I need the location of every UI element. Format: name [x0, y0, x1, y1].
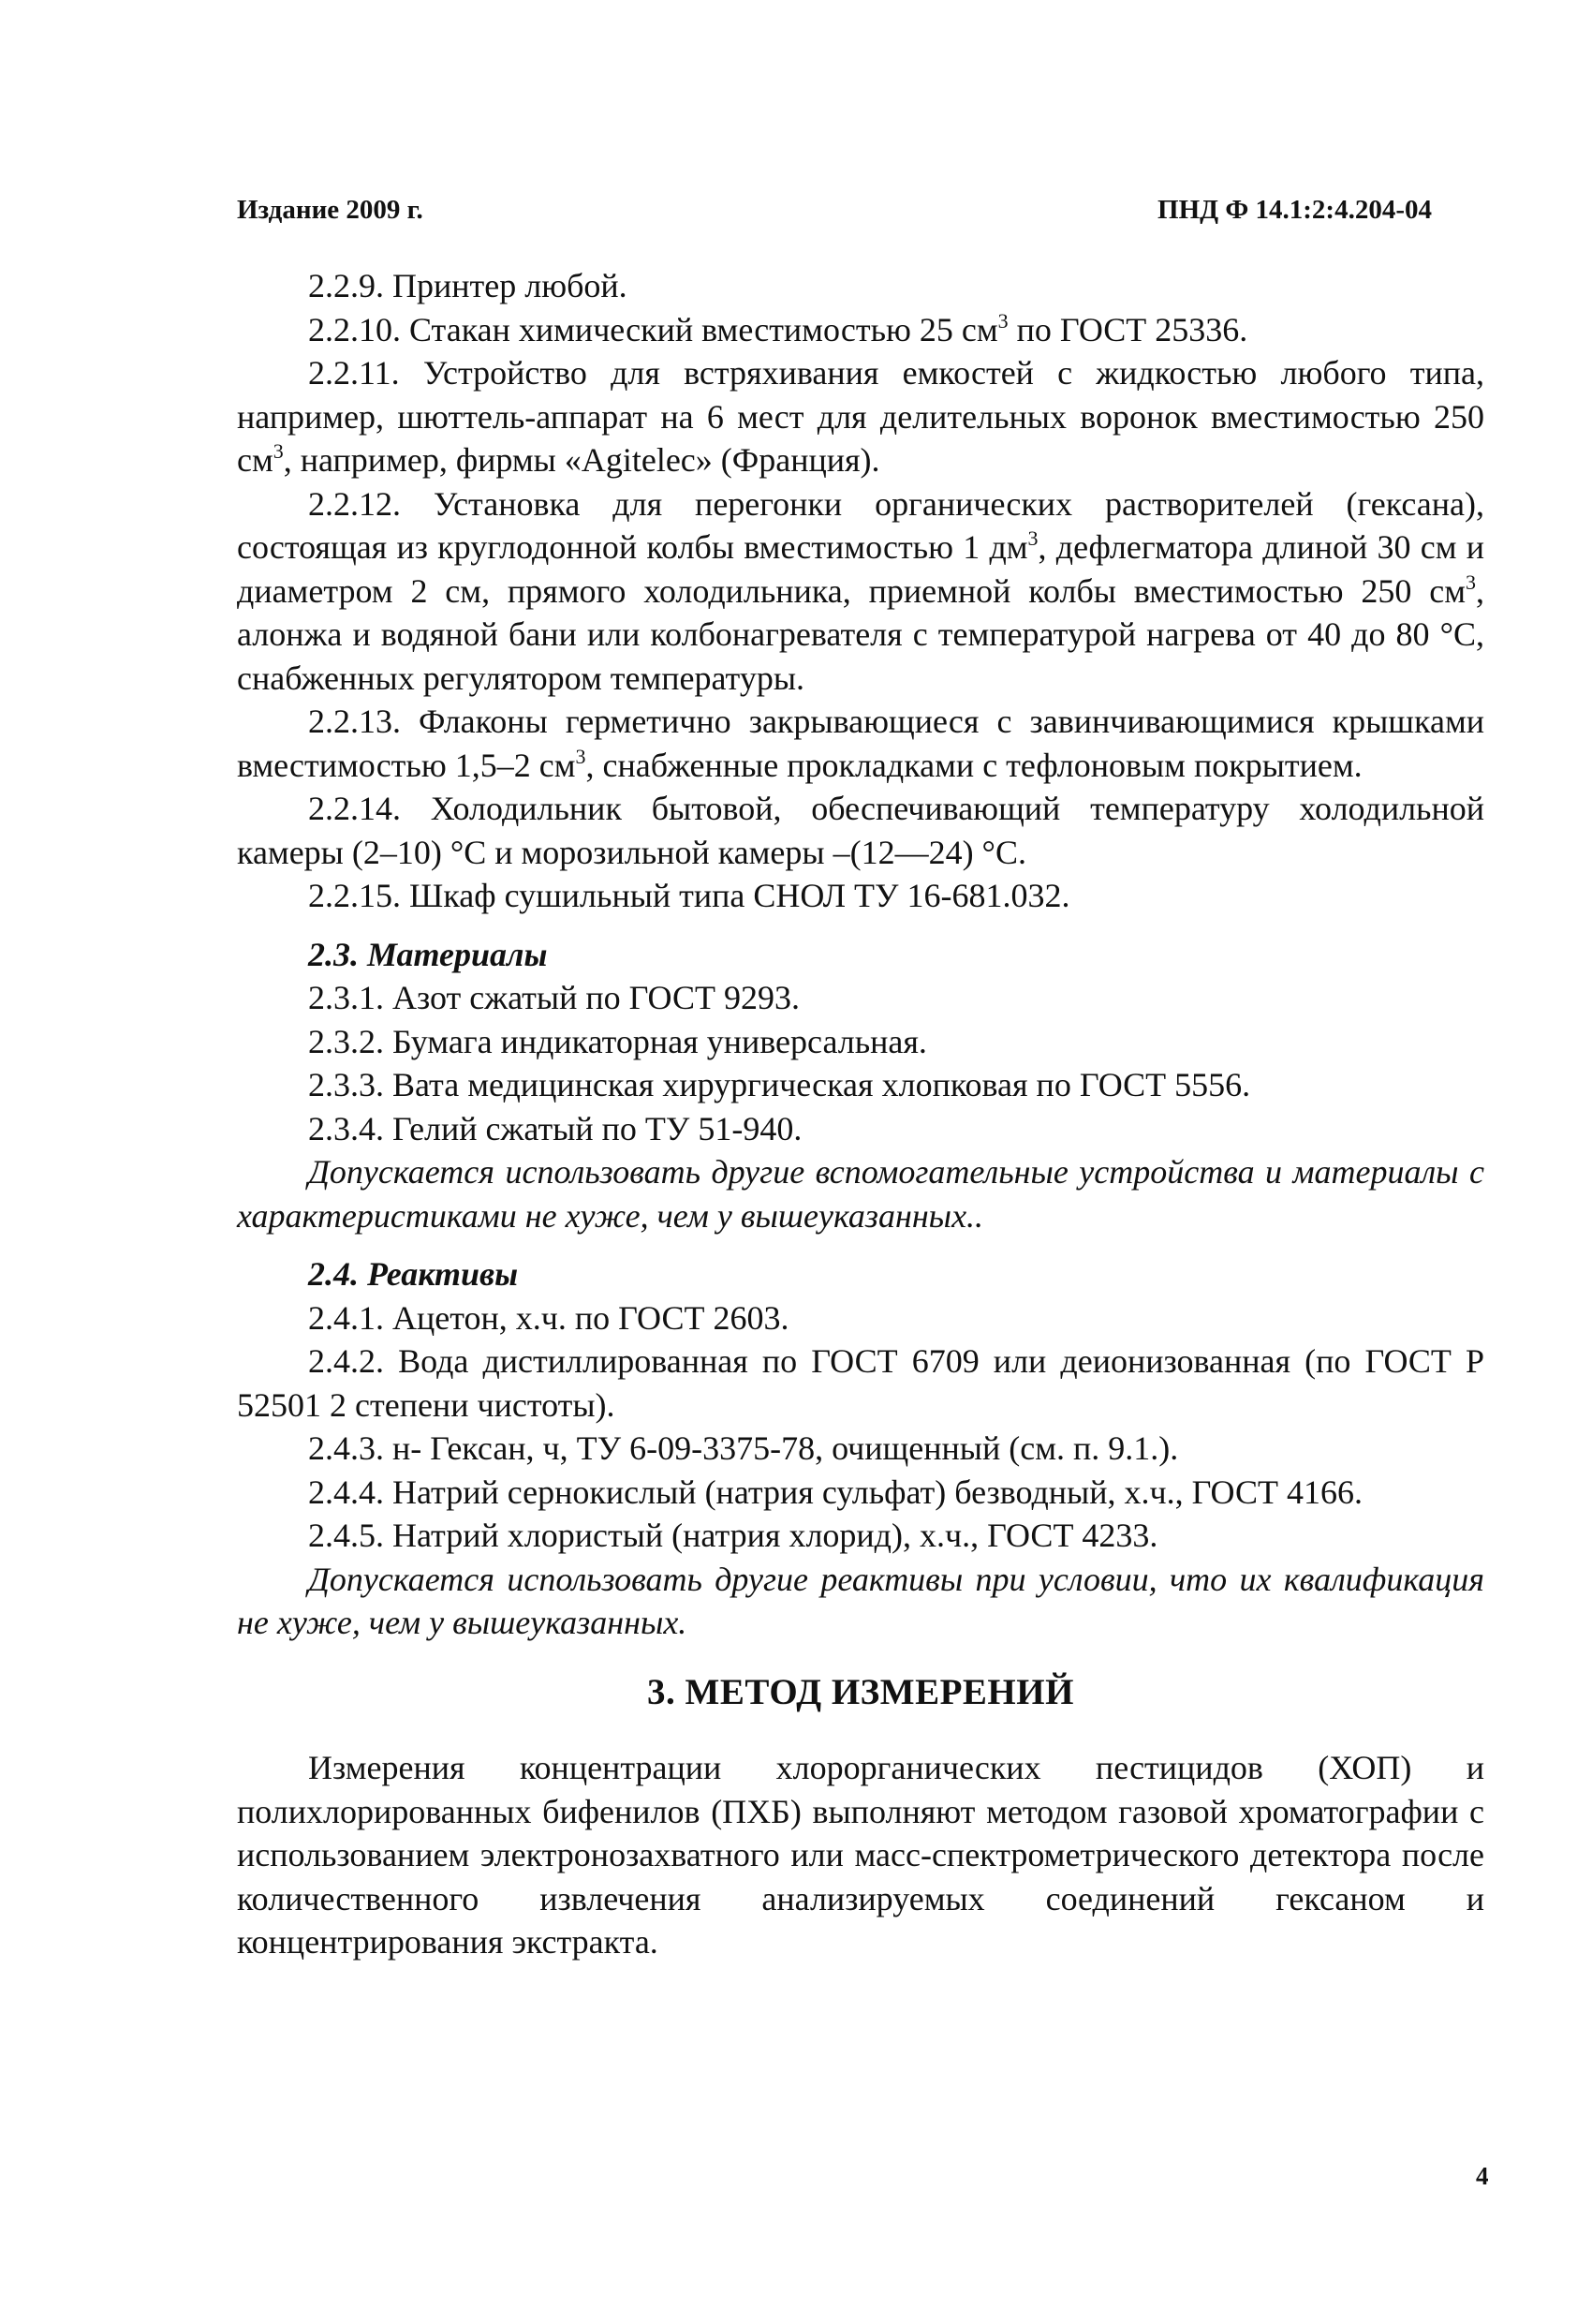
material-item: 2.3.3. Вата медицинская хирургическая хлопковая по ГОСТ 5556. — [308, 1066, 1251, 1103]
item-text-end: , снабженные прокладками с тефлоновым покрытием. — [585, 746, 1363, 784]
reagent-item: 2.4.3. н- Гексан, ч, ТУ 6-09-3375-78, очищенный (см. п. 9.1.). — [308, 1429, 1179, 1467]
item-2-2-14: 2.2.14. Холодильник бытовой, обеспечивающий температуру холодильной камеры (2–10) °С и морозильной камеры –(12—24) °С. — [237, 790, 1484, 871]
item-text: 2.2.13. Флаконы герметично закрывающиеся с завинчивающимися крышками вместимостью 1,5–2 см — [237, 703, 1484, 784]
item-text-end: , например, фирмы «Agitelec» (Франция). — [283, 441, 880, 479]
page-number: 4 — [1476, 2162, 1489, 2190]
item-text: 2.2.12. Установка для перегонки органических растворителей (гексана), состоящая из круглодонной колбы вместимостью 1 дм — [237, 484, 1484, 566]
item-2-2-9: 2.2.9. Принтер любой. — [308, 267, 627, 304]
material-item: 2.3.2. Бумага индикаторная универсальная. — [308, 1022, 927, 1060]
material-item: 2.3.1. Азот сжатый по ГОСТ 9293. — [308, 979, 800, 1016]
materials-heading: 2.3. Материалы — [308, 935, 548, 973]
section-3-text: Измерения концентрации хлорорганических пестицидов (ХОП) и полихлорированных бифенилов (ПХБ) выполняют методом газовой хроматографии с использованием электронозахватного или масс-спектрометрического детектора после количественного извлечения анализируемых соединений гексаном и концентрирования экстракта. — [237, 1749, 1484, 1961]
page-header — [237, 195, 1432, 226]
item-text: 2.2.10. Стакан химический вместимостью 25 см — [308, 310, 998, 348]
item-text-end: по ГОСТ 25336. — [1008, 310, 1248, 348]
materials-note: Допускается использовать другие вспомогательные устройства и материалы с характеристиками не хуже, чем у вышеуказанных.. — [237, 1153, 1484, 1235]
item-text-mid: , дефлегматора длиной 30 см и диаметром 2 см, прямого холодильника, приемной колбы вместимостью 250 см — [237, 528, 1484, 610]
superscript: 3 — [1466, 570, 1476, 594]
superscript: 3 — [997, 308, 1009, 333]
edition-label: Издание 2009 г. — [237, 195, 423, 225]
document-body — [237, 264, 1484, 1964]
item-2-2-10 — [237, 308, 1484, 352]
item-text-end: , алонжа и водяной бани или колбонагревателя с температурой нагрева от 40 до 80 °С, снабженных регулятором температуры. — [237, 571, 1484, 697]
superscript: 3 — [273, 439, 284, 463]
document-code: ПНД Ф 14.1:2:4.204-04 — [1157, 195, 1432, 225]
reagent-item: 2.4.5. Натрий хлористый (натрия хлорид), х.ч., ГОСТ 4233. — [308, 1517, 1158, 1554]
section-3-title: 3. МЕТОД ИЗМЕРЕНИЙ — [647, 1671, 1074, 1712]
reagents-note: Допускается использовать другие реактивы при условии, что их квалификация не хуже, чем у вышеуказанных. — [237, 1560, 1484, 1641]
reagents-heading: 2.4. Реактивы — [308, 1255, 519, 1293]
superscript: 3 — [1027, 526, 1039, 550]
item-2-2-15: 2.2.15. Шкаф сушильный типа СНОЛ ТУ 16-681.032. — [308, 877, 1070, 914]
item-2-2-12 — [237, 482, 1484, 701]
reagent-item: 2.4.2. Вода дистиллированная по ГОСТ 6709 или деионизованная (по ГОСТ Р 52501 2 степени чистоты). — [237, 1342, 1484, 1424]
material-item: 2.3.4. Гелий сжатый по ТУ 51-940. — [308, 1109, 803, 1147]
item-2-2-11 — [237, 351, 1484, 482]
reagent-item: 2.4.4. Натрий сернокислый (натрия сульфат) безводный, х.ч., ГОСТ 4166. — [308, 1473, 1363, 1511]
reagent-item: 2.4.1. Ацетон, х.ч. по ГОСТ 2603. — [308, 1298, 789, 1337]
superscript: 3 — [575, 744, 586, 768]
item-2-2-13 — [237, 700, 1484, 787]
item-text: 2.2.11. Устройство для встряхивания емкостей с жидкостью любого типа, например, шюттель-аппарат на 6 мест для делительных воронок вместимостью 250 см — [237, 354, 1484, 479]
